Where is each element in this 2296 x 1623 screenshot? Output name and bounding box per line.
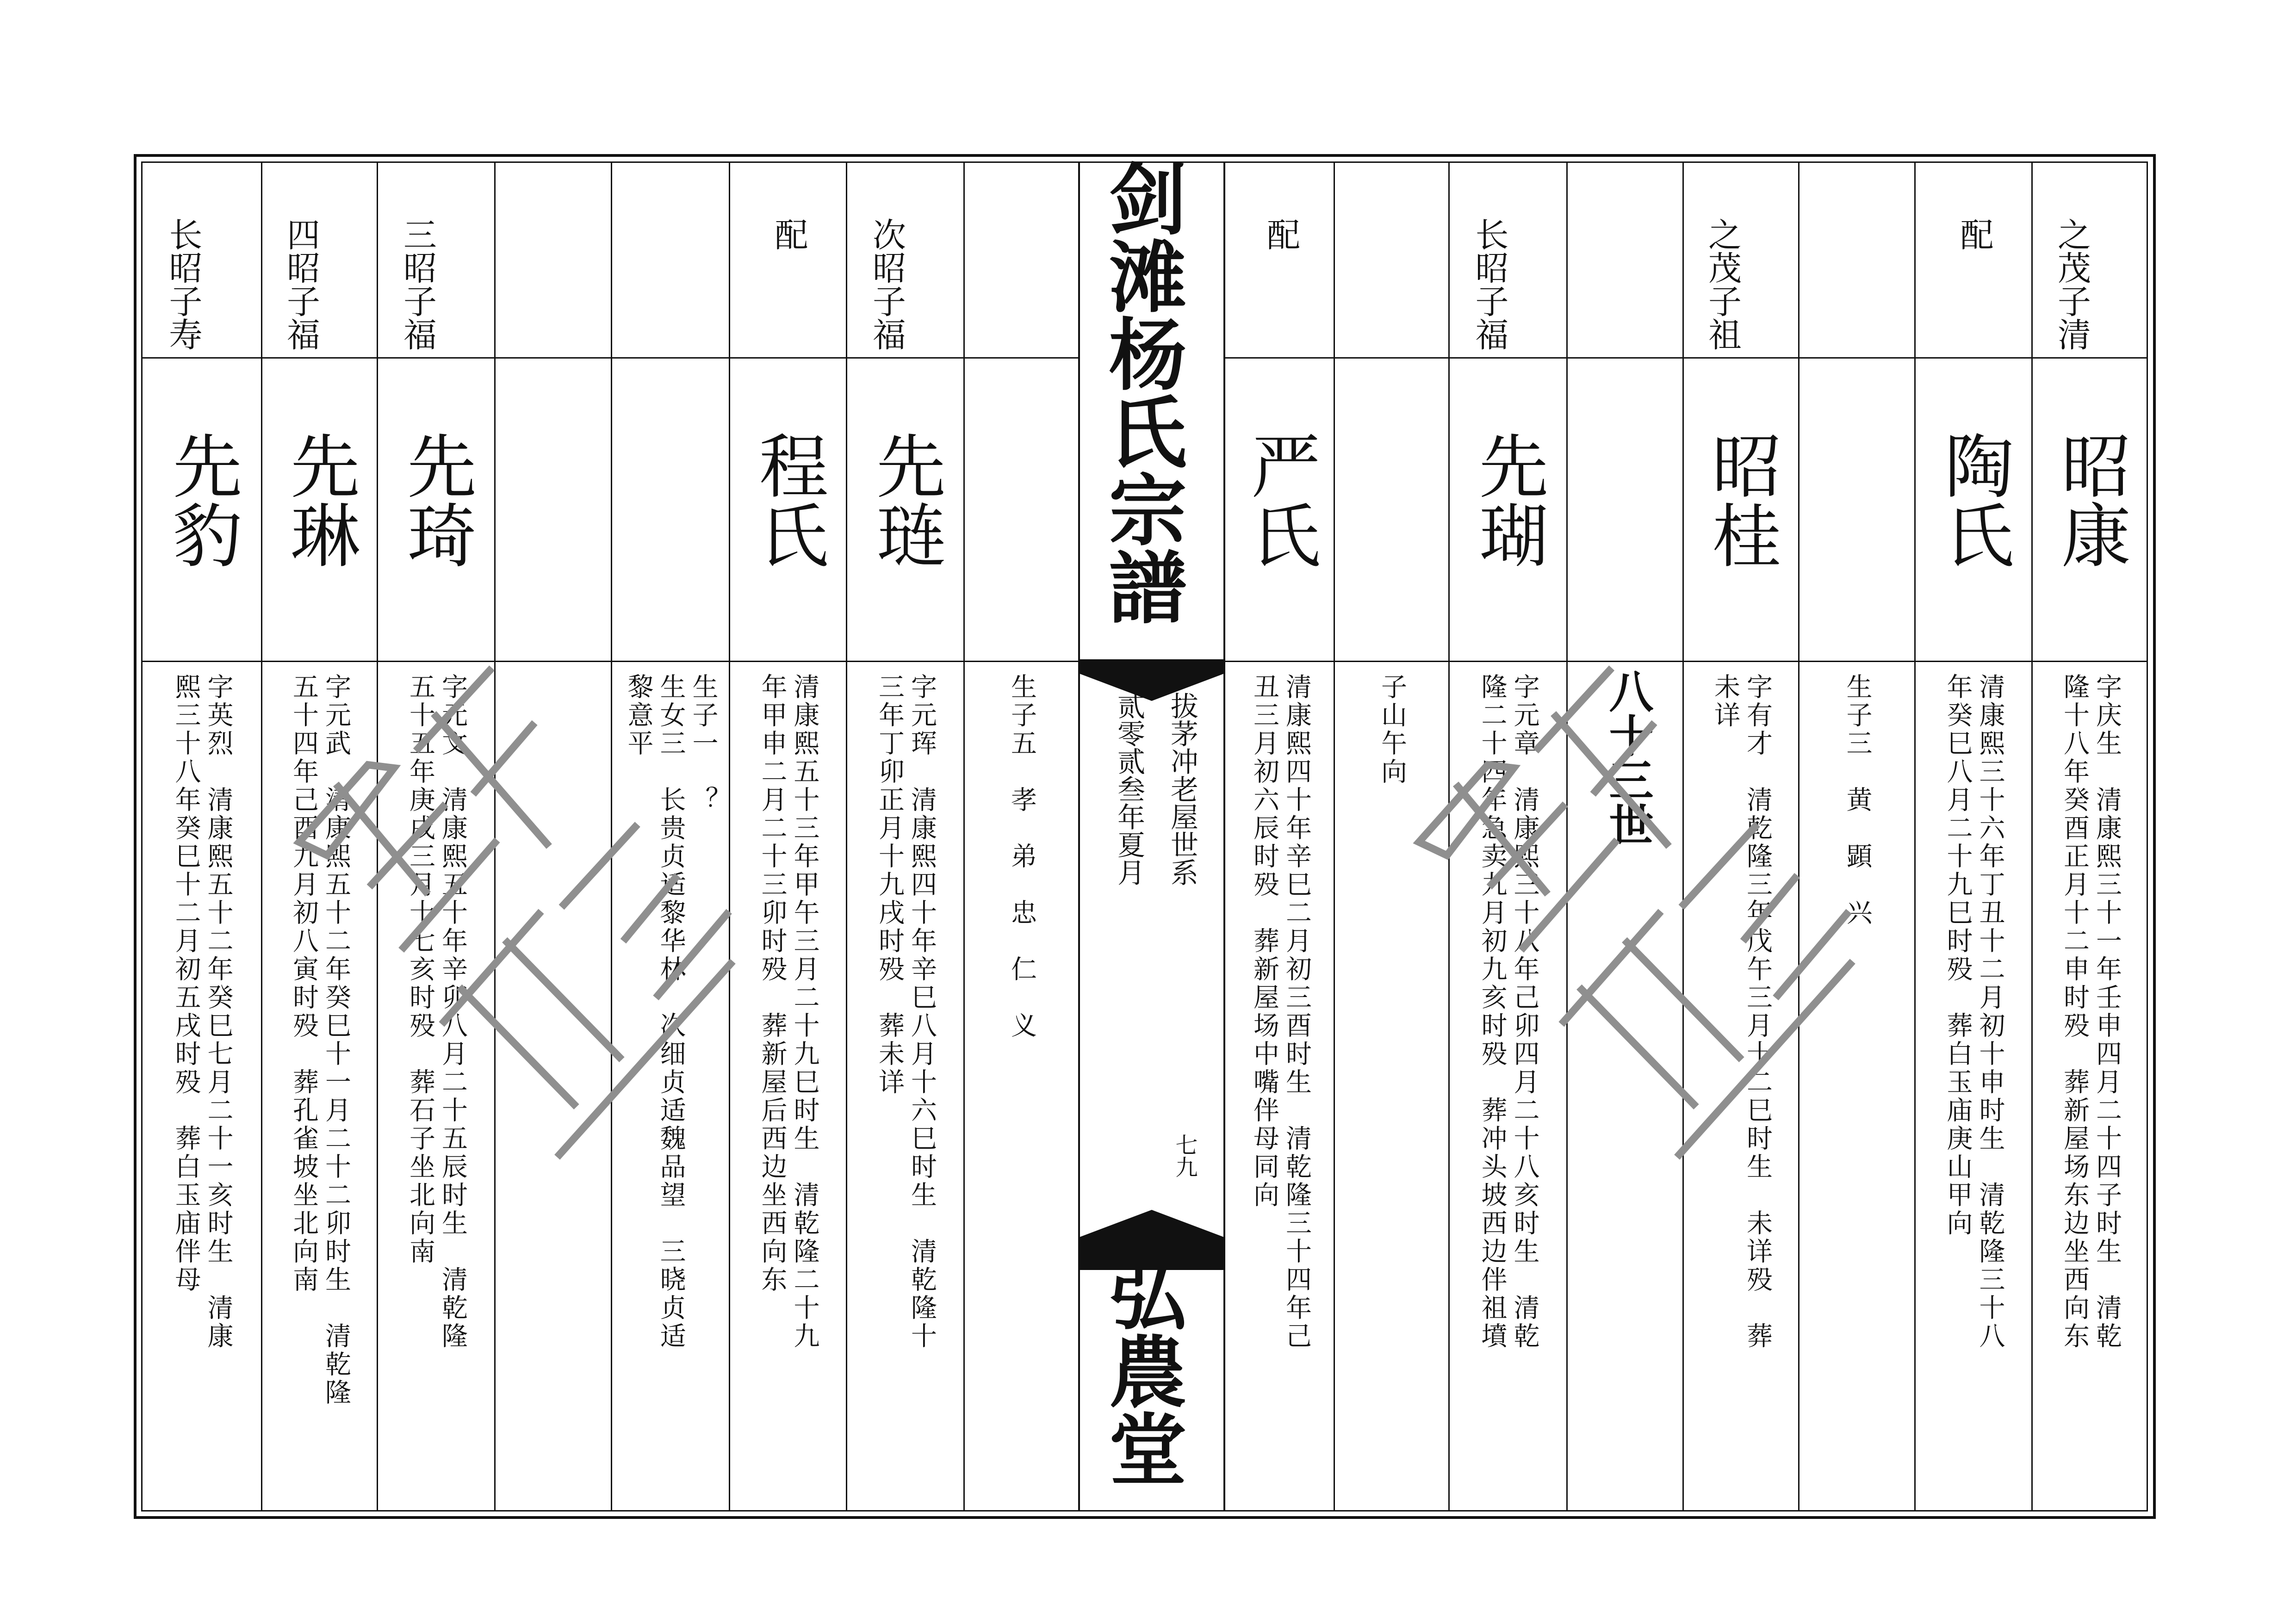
biography-text: 生子一 ？ [688, 673, 719, 814]
book-title: 剑滩杨氏宗譜 [1096, 159, 1188, 625]
entry-column [2031, 161, 2148, 1511]
biography-text: 隆十八年癸酉正月十二申时殁 葬新屋场东边坐西向东 [2060, 673, 2090, 1350]
biography-text: 字英烈 清康熙五十二年癸巳七月二十一亥时生 清康 [203, 673, 234, 1350]
relation-label: 之茂子祖 [1703, 217, 1742, 351]
relation-label: 次昭子福 [867, 217, 906, 351]
person-name: 昭康 [2049, 430, 2130, 569]
biography-text: 五十五年庚戌三月十七亥时殁 葬石子坐北向南 [405, 673, 435, 1266]
person-name: 严氏 [1239, 430, 1320, 569]
watermark-seal-right [1379, 574, 1934, 1268]
biography-text: 熙三十八年癸巳十二月初五戌时殁 葬白玉庙伴母 [171, 673, 201, 1294]
biography-text: 字元武 清康熙五十二年癸巳十一月二十二卯时生 清乾隆 [321, 673, 351, 1407]
biography-text: 清康熙四十年辛巳二月初三酉时生 清乾隆三十四年己 [1282, 673, 1312, 1350]
hall-name: 弘農堂 [1096, 1254, 1188, 1487]
biography-text: 五十四年己酉九月初八寅时殁 葬孔雀坡坐北向南 [289, 673, 319, 1294]
upper-fishtail [1078, 659, 1225, 701]
biography-text: 清康熙三十六年丁丑十二月初十申时生 清乾隆三十八 [1975, 673, 2005, 1350]
biography-text: 子山午向 [1377, 673, 1407, 786]
biography-text: 未详 [1710, 673, 1740, 730]
biography-text: 生女三 长贵贞适黎华林 次细贞适魏品望 三晓贞适 [656, 673, 686, 1350]
biography-text: 年癸巳八月二十九巳时殁 葬白玉庙庚山甲向 [1942, 673, 1973, 1238]
person-name: 先豹 [161, 430, 242, 569]
biography-text: 字元章 清康熙三十八年己卯四月二十八亥时生 清乾 [1509, 673, 1540, 1350]
person-name: 先琦 [395, 430, 476, 569]
biography-text: 丑三月初六辰时殁 葬新屋场中嘴伴母同向 [1249, 673, 1279, 1209]
biography-text: 清康熙五十三年甲午三月二十九巳时生 清乾隆二十九 [789, 673, 820, 1350]
relation-label: 配 [769, 217, 808, 251]
entry-column [141, 161, 261, 1511]
page-number: 七九 [1172, 1134, 1198, 1178]
relation-label: 三昭子福 [398, 217, 437, 351]
branch-name: 拔茅冲老屋世系 [1166, 692, 1198, 886]
person-name: 陶氏 [1932, 430, 2013, 569]
relation-label: 长昭子寿 [163, 217, 203, 351]
fishtail-ornaments [1078, 659, 1225, 1270]
relation-label: 长昭子福 [1470, 217, 1509, 351]
biography-text: 生子五 孝 弟 忠 仁 义 [1007, 673, 1037, 1040]
biography-text: 字有才 清乾隆三年戊午三月十二巳时生 未详殁 葬 [1743, 673, 1773, 1350]
person-name: 先瑚 [1467, 430, 1548, 569]
entry-column [1225, 161, 1334, 1511]
person-name: 昭桂 [1700, 430, 1781, 569]
biography-text: 黎意平 [623, 673, 654, 758]
relation-label: 配 [1955, 217, 1994, 251]
person-name: 先琏 [864, 430, 945, 569]
biography-text: 三年丁卯正月十九戌时殁 葬未详 [875, 673, 905, 1096]
relation-label: 配 [1261, 217, 1300, 251]
generation-marker: 八十三世 [1602, 669, 1654, 846]
person-name: 先琳 [279, 430, 359, 569]
watermark-seal-left [259, 574, 814, 1268]
biography-text: 字元珲 清康熙四十年辛巳八月十六巳时生 清乾隆十 [907, 673, 937, 1350]
biography-text: 字庆生 清康熙三十一年壬申四月二十四子时生 清乾 [2092, 673, 2122, 1350]
biography-text: 生子三 黄 顕 兴 [1842, 673, 1873, 927]
person-name: 程氏 [747, 430, 828, 569]
relation-label: 之茂子清 [2052, 217, 2091, 351]
entry-column [846, 161, 963, 1511]
biography-text: 隆二十四年急卖九月初九亥时殁 葬冲头坡西边伴祖墳 [1477, 673, 1508, 1350]
relation-label: 四昭子福 [281, 217, 320, 351]
biography-text: 字元文 清康熙五十年辛卯八月二十五辰时生 清乾隆 [438, 673, 468, 1350]
biography-text: 年甲申二月二十三卯时殁 葬新屋后西边坐西向东 [757, 673, 788, 1294]
compile-date: 贰零贰叁年夏月 [1113, 692, 1145, 886]
